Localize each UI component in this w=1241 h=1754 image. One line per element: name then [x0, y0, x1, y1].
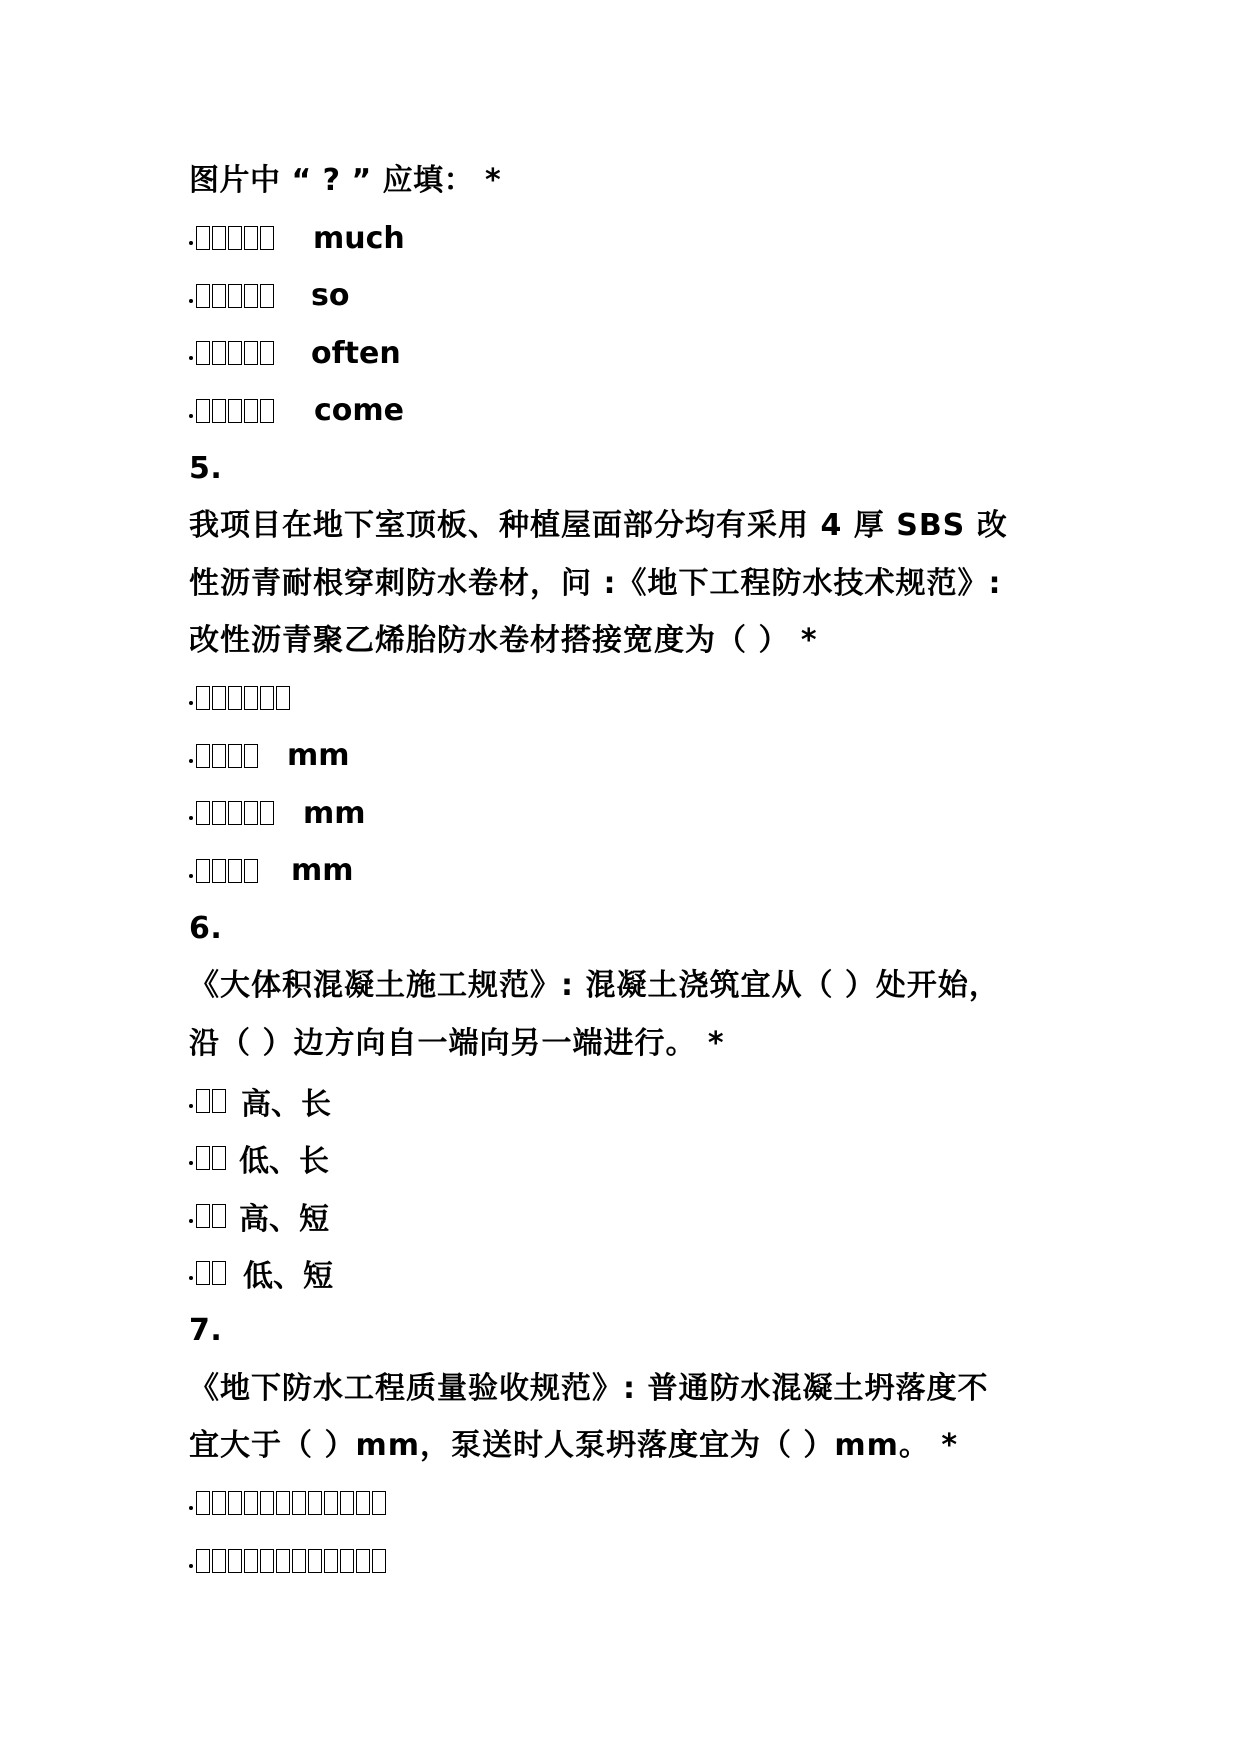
bullet-icon: [189, 759, 193, 763]
bullet-icon: [189, 1161, 193, 1165]
question-4-stem: 图片中 “ ? ” 应填： *: [189, 163, 502, 198]
question-4-option-b[interactable]: [189, 267, 1069, 325]
question-5-stem-line-2: 性沥青耐根穿刺防水卷材，问 :《地下工程防水技术规范》:: [189, 565, 1002, 601]
bullet-icon: [189, 1219, 193, 1223]
question-7-option-b[interactable]: [189, 1532, 1069, 1590]
option-label: often: [311, 335, 401, 371]
option-label: 高、短: [239, 1201, 329, 1237]
question-6-stem-line-2: 沿（ ）边方向自一端向另一端进行。 *: [189, 1025, 725, 1061]
question-6-option-b[interactable]: [189, 1130, 1069, 1188]
question-5-number: 5.: [189, 450, 223, 486]
missing-glyph-icon: [196, 1204, 227, 1228]
option-label: mm: [291, 853, 354, 889]
question-4-option-a[interactable]: [189, 210, 1069, 268]
missing-glyph-icon: [196, 801, 275, 825]
missing-glyph-icon: [196, 1549, 387, 1573]
question-6-number: 6.: [189, 910, 223, 946]
option-label: mm: [287, 738, 350, 774]
question-6-option-a[interactable]: [189, 1072, 1069, 1130]
option-label: 低、长: [239, 1144, 329, 1180]
question-5-option-d[interactable]: [189, 842, 1069, 900]
bullet-icon: [189, 299, 193, 303]
question-7-number: 7.: [189, 1313, 223, 1348]
question-4-option-d[interactable]: [189, 382, 1069, 440]
bullet-icon: [189, 701, 193, 705]
bullet-icon: [189, 1564, 193, 1568]
option-label: so: [311, 278, 350, 314]
option-label: 高、长: [241, 1086, 331, 1122]
question-5-option-b[interactable]: [189, 727, 1069, 785]
missing-glyph-icon: [196, 1491, 387, 1515]
option-label: mm: [303, 795, 366, 831]
document-page: [189, 152, 1069, 1590]
missing-glyph-icon: [196, 341, 275, 365]
option-label: 低、短: [243, 1259, 333, 1295]
missing-glyph-icon: [196, 686, 291, 710]
missing-glyph-icon: [196, 226, 275, 250]
bullet-icon: [189, 816, 193, 820]
question-5-stem-line-3: 改性沥青聚乙烯胎防水卷材搭接宽度为（ ） *: [189, 623, 818, 658]
missing-glyph-icon: [196, 744, 259, 768]
option-label: much: [313, 220, 405, 256]
bullet-icon: [189, 1276, 193, 1280]
missing-glyph-icon: [196, 399, 275, 423]
missing-glyph-icon: [196, 1261, 227, 1285]
bullet-icon: [189, 874, 193, 878]
missing-glyph-icon: [196, 1146, 227, 1170]
question-6-option-d[interactable]: [189, 1245, 1069, 1303]
question-5-option-a[interactable]: [189, 670, 1069, 728]
bullet-icon: [189, 356, 193, 360]
question-7-stem-line-2: 宜大于（ ）mm，泵送时人泵坍落度宜为（ ）mm。 *: [189, 1428, 959, 1463]
question-5-stem-line-1: 我项目在地下室顶板、种植屋面部分均有采用 4 厚 SBS 改: [189, 508, 1008, 543]
bullet-icon: [189, 414, 193, 418]
missing-glyph-icon: [196, 1089, 227, 1113]
bullet-icon: [189, 1104, 193, 1108]
missing-glyph-icon: [196, 284, 275, 308]
question-6-option-c[interactable]: [189, 1187, 1069, 1245]
question-7-option-a[interactable]: [189, 1475, 1069, 1533]
option-label: come: [314, 393, 404, 429]
question-7-stem-line-1: 《地下防水工程质量验收规范》: 普通防水混凝土坍落度不: [189, 1370, 989, 1406]
question-4-option-c[interactable]: [189, 325, 1069, 383]
bullet-icon: [189, 1506, 193, 1510]
question-6-stem-line-1: 《大体积混凝土施工规范》: 混凝土浇筑宜从（ ）处开始，: [189, 968, 1000, 1003]
bullet-icon: [189, 241, 193, 245]
missing-glyph-icon: [196, 859, 259, 883]
question-5-option-c[interactable]: [189, 785, 1069, 843]
